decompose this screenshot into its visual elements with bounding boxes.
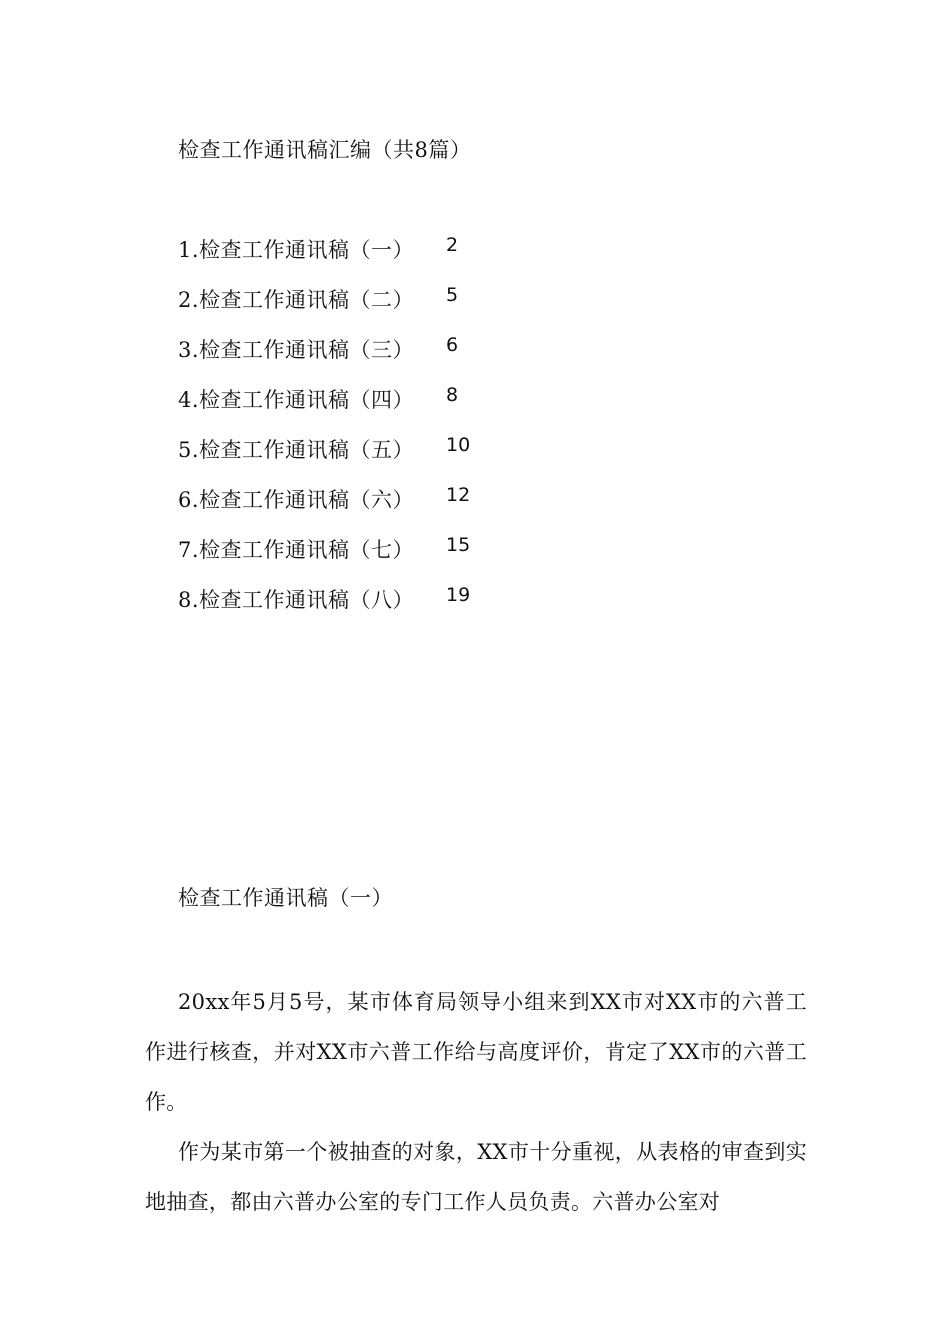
toc-entry-label: 4.检查工作通讯稿（四） xyxy=(178,388,415,412)
toc-entry-label: 2.检查工作通讯稿（二） xyxy=(178,288,415,312)
toc-entry-label: 5.检查工作通讯稿（五） xyxy=(178,438,415,462)
toc-entry-page: 2 xyxy=(446,234,459,256)
toc-entry-page: 15 xyxy=(446,534,471,556)
toc-entry-label: 6.检查工作通讯稿（六） xyxy=(178,488,415,512)
body-paragraph: 20xx年5月5号，某市体育局领导小组来到XX市对XX市的六普工作进行核查，并对XX市六普工作给与高度评价，肯定了XX市的六普工作。 xyxy=(145,990,807,1114)
section-heading: 检查工作通讯稿（一） xyxy=(178,886,393,910)
toc-entry-label: 7.检查工作通讯稿（七） xyxy=(178,538,415,562)
toc-entry-7[interactable] xyxy=(178,534,578,584)
toc-entry-label: 8.检查工作通讯稿（八） xyxy=(178,588,415,612)
toc-entry-label: 1.检查工作通讯稿（一） xyxy=(178,238,415,262)
toc-entry-5[interactable] xyxy=(178,434,578,484)
toc-entry-page: 8 xyxy=(446,384,459,406)
toc-entry-page: 12 xyxy=(446,484,471,506)
toc-entry-page: 10 xyxy=(446,434,471,456)
section-body xyxy=(145,977,807,1227)
toc-entry-page: 6 xyxy=(446,334,459,356)
toc-entry-page: 19 xyxy=(446,584,471,606)
toc-entry-3[interactable] xyxy=(178,334,578,384)
toc-entry-4[interactable] xyxy=(178,384,578,434)
toc-entry-page: 5 xyxy=(446,284,459,306)
toc-entry-label: 3.检查工作通讯稿（三） xyxy=(178,338,415,362)
toc-entry-1[interactable] xyxy=(178,234,578,284)
toc-entry-6[interactable] xyxy=(178,484,578,534)
toc-entry-2[interactable] xyxy=(178,284,578,334)
body-paragraph: 作为某市第一个被抽查的对象，XX市十分重视，从表格的审查到实地抽查，都由六普办公室的专门工作人员负责。六普办公室对 xyxy=(145,1140,807,1214)
table-of-contents xyxy=(178,234,578,634)
document-title: 检查工作通讯稿汇编（共8篇） xyxy=(178,138,472,162)
toc-entry-8[interactable] xyxy=(178,584,578,634)
